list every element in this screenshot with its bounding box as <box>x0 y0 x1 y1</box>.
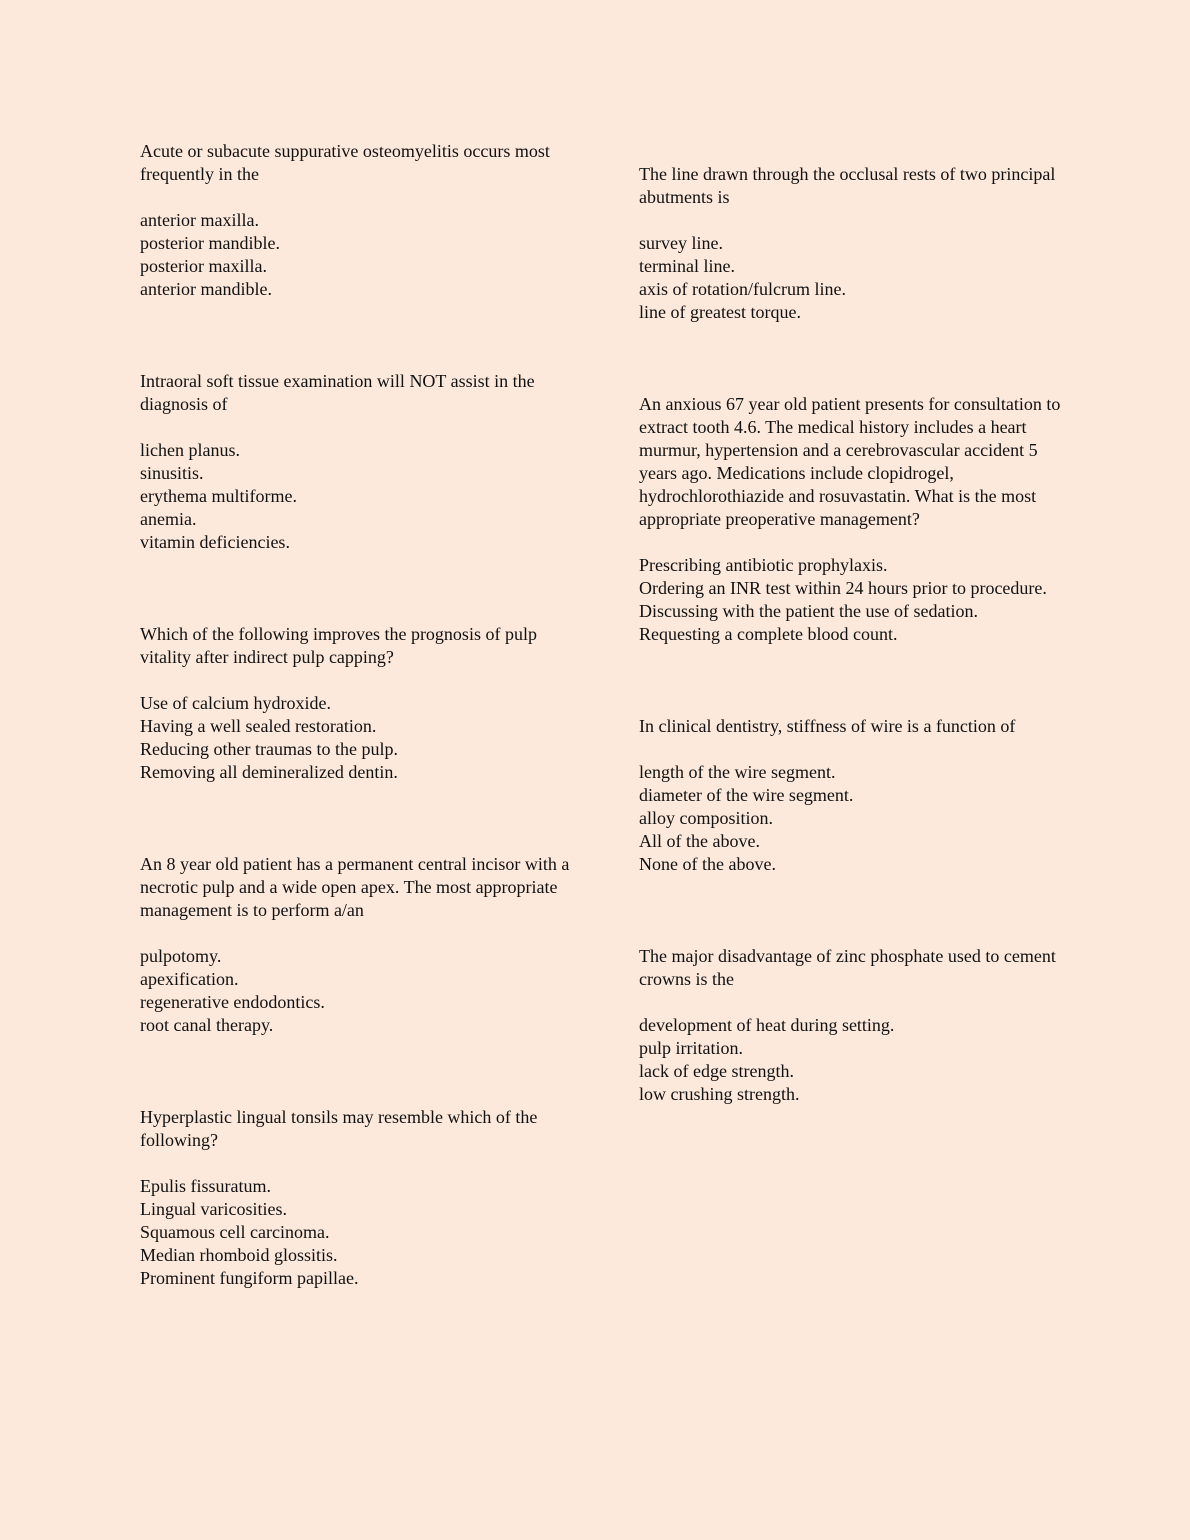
answer-options <box>140 692 570 784</box>
answer-options <box>140 439 570 554</box>
question <box>639 163 1069 324</box>
answer-option: regenerative endodontics. <box>140 992 325 1012</box>
answer-option: Reducing other traumas to the pulp. <box>140 739 398 759</box>
answer-option: lack of edge strength. <box>639 1061 794 1081</box>
answer-option: Lingual varicosities. <box>140 1199 287 1219</box>
left-column <box>140 140 570 1290</box>
answer-option: vitamin deficiencies. <box>140 532 290 552</box>
answer-option: All of the above. <box>639 831 760 851</box>
question-stem: Which of the following improves the prognosis of pulp vitality after indirect pulp capping? <box>140 624 537 667</box>
answer-options <box>140 1175 570 1290</box>
answer-option: alloy composition. <box>639 808 773 828</box>
answer-option: Ordering an INR test within 24 hours prior to procedure. <box>639 578 1047 598</box>
answer-options <box>639 1014 1069 1106</box>
answer-option: anterior mandible. <box>140 279 272 299</box>
right-column <box>639 163 1069 1106</box>
question <box>140 853 570 1037</box>
question <box>639 715 1069 876</box>
answer-options <box>140 945 570 1037</box>
answer-option: root canal therapy. <box>140 1015 274 1035</box>
answer-option: pulp irritation. <box>639 1038 743 1058</box>
question <box>639 393 1069 646</box>
answer-option: Use of calcium hydroxide. <box>140 693 331 713</box>
answer-option: low crushing strength. <box>639 1084 800 1104</box>
question <box>140 1106 570 1290</box>
answer-option: apexification. <box>140 969 239 989</box>
question-stem: An anxious 67 year old patient presents for consultation to extract tooth 4.6. The medical history includes a heart murmur, hypertension and a cerebrovascular accident 5 years ago. Medications include clopidrogel, hydrochlorothiazide and rosuvastatin. What is the most appropriate preoperative management? <box>639 394 1061 529</box>
answer-option: Epulis fissuratum. <box>140 1176 271 1196</box>
answer-option: axis of rotation/fulcrum line. <box>639 279 846 299</box>
answer-option: length of the wire segment. <box>639 762 836 782</box>
question <box>639 945 1069 1106</box>
question-stem: The major disadvantage of zinc phosphate used to cement crowns is the <box>639 946 1056 989</box>
question-stem: Hyperplastic lingual tonsils may resemble which of the following? <box>140 1107 538 1150</box>
answer-option: anemia. <box>140 509 197 529</box>
question <box>140 370 570 554</box>
answer-option: Squamous cell carcinoma. <box>140 1222 330 1242</box>
question-stem: Acute or subacute suppurative osteomyelitis occurs most frequently in the <box>140 141 550 184</box>
answer-option: Having a well sealed restoration. <box>140 716 377 736</box>
answer-option: None of the above. <box>639 854 776 874</box>
answer-option: Removing all demineralized dentin. <box>140 762 398 782</box>
answer-option: anterior maxilla. <box>140 210 259 230</box>
answer-options <box>140 209 570 301</box>
question <box>140 140 570 301</box>
answer-option: posterior maxilla. <box>140 256 267 276</box>
answer-option: Prescribing antibiotic prophylaxis. <box>639 555 888 575</box>
answer-options <box>639 232 1069 324</box>
question-stem: The line drawn through the occlusal rests of two principal abutments is <box>639 164 1056 207</box>
question-stem: An 8 year old patient has a permanent central incisor with a necrotic pulp and a wide open apex. The most appropriate management is to perform a/an <box>140 854 570 920</box>
answer-option: erythema multiforme. <box>140 486 297 506</box>
answer-options <box>639 761 1069 876</box>
question-stem: Intraoral soft tissue examination will NOT assist in the diagnosis of <box>140 371 535 414</box>
answer-option: sinusitis. <box>140 463 204 483</box>
answer-option: lichen planus. <box>140 440 240 460</box>
answer-option: Requesting a complete blood count. <box>639 624 898 644</box>
answer-option: Median rhomboid glossitis. <box>140 1245 338 1265</box>
question-stem: In clinical dentistry, stiffness of wire is a function of <box>639 716 1016 736</box>
answer-options <box>639 554 1069 646</box>
answer-option: posterior mandible. <box>140 233 280 253</box>
answer-option: terminal line. <box>639 256 735 276</box>
answer-option: survey line. <box>639 233 723 253</box>
question <box>140 623 570 784</box>
answer-option: Prominent fungiform papillae. <box>140 1268 359 1288</box>
answer-option: diameter of the wire segment. <box>639 785 854 805</box>
answer-option: Discussing with the patient the use of sedation. <box>639 601 978 621</box>
answer-option: line of greatest torque. <box>639 302 801 322</box>
answer-option: pulpotomy. <box>140 946 222 966</box>
answer-option: development of heat during setting. <box>639 1015 895 1035</box>
